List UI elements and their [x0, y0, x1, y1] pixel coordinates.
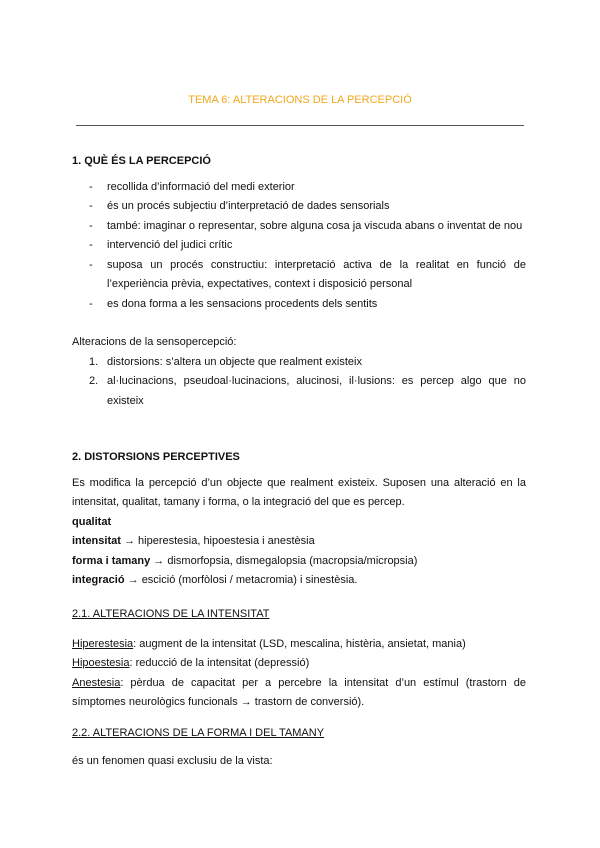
section-2-intro: Es modifica la percepció d’un objecte que realment existeix. Suposen una alteració en la intensitat, qualitat, tamany i forma, o la integració del que es percep. [72, 476, 526, 508]
list-text: distorsions: s’altera un objecte que realment existeix [107, 355, 362, 368]
list-item [72, 372, 526, 411]
alterations-list [72, 353, 526, 412]
alterations-intro: Alteracions de la sensopercepció: [72, 336, 237, 348]
list-number: 2. [89, 375, 99, 387]
distortion-label: forma i tamany [72, 554, 151, 567]
distortion-text: → hiperestesia, hipoestesia i anestèsia [120, 535, 315, 547]
list-item: - intervenció del judici crític [72, 236, 526, 256]
distortion-line [72, 552, 526, 572]
list-item: - suposa un procés constructiu: interpretació activa de la realitat en funció de l’experiència prèvia, expectatives, context i disposició personal [72, 256, 526, 295]
definition-text: : reducció de la intensitat (depressió) [129, 657, 310, 669]
distortion-label: integració [72, 574, 125, 586]
section-2-2 [72, 724, 526, 771]
section-1 [72, 152, 526, 411]
distortion-text: → escició (morfòlosi / metacromia) i sinestèsia. [124, 574, 358, 586]
definition-item [72, 654, 526, 674]
list-item: - també: imaginar o representar, sobre alguna cosa ja viscuda abans o inventat de nou [72, 217, 526, 237]
distortion-text: → dismorfopsia, dismegalopsia (macropsia/micropsia) [150, 554, 418, 567]
section-2-1-heading: 2.1. ALTERACIONS DE LA INTENSITAT [72, 608, 270, 620]
definition-term: Anestesia [72, 676, 121, 689]
section-2 [72, 448, 526, 591]
list-text: al·lucinacions, pseudoal·lucinacions, alucinosi, il·lusions: es percep algo que no existeix [107, 375, 526, 407]
list-item [72, 353, 526, 373]
list-item: - es dona forma a les sensacions procedents dels sentits [72, 295, 526, 315]
definition-term: Hipoestesia [72, 657, 130, 669]
definition-term: Hiperestesia [72, 637, 134, 650]
definition-text: : pèrdua de capacitat per a percebre la intensitat d’un estímul (trastorn de símptomes neurològics funcionals → trastorn de conversió). [72, 676, 526, 708]
section-1-heading: 1. QUÈ ÉS LA PERCEPCIÓ [72, 155, 211, 167]
distortion-line [72, 571, 526, 591]
distortion-line [72, 532, 526, 552]
section-2-2-text: és un fenomen quasi exclusiu de la vista: [72, 754, 273, 767]
list-item: - és un procés subjectiu d’interpretació de dades sensorials [72, 197, 526, 217]
section-2-1 [72, 605, 526, 713]
document-title: TEMA 6: ALTERACIONS DE LA PERCEPCIÓ [188, 94, 412, 106]
definition-item [72, 674, 526, 713]
definition-text: : augment de la intensitat (LSD, mescalina, histèria, ansietat, mania) [133, 637, 466, 650]
definition-item [72, 635, 526, 655]
term-qualitat: qualitat [72, 515, 112, 528]
list-number: 1. [89, 355, 99, 368]
section-1-bullet-list [72, 178, 526, 315]
distortion-label: intensitat [72, 535, 121, 547]
section-2-heading: 2. DISTORSIONS PERCEPTIVES [72, 451, 240, 463]
section-2-2-heading: 2.2. ALTERACIONS DE LA FORMA I DEL TAMANY [72, 727, 325, 739]
title-divider [76, 125, 524, 126]
list-item: - recollida d’informació del medi exterior [72, 178, 526, 198]
